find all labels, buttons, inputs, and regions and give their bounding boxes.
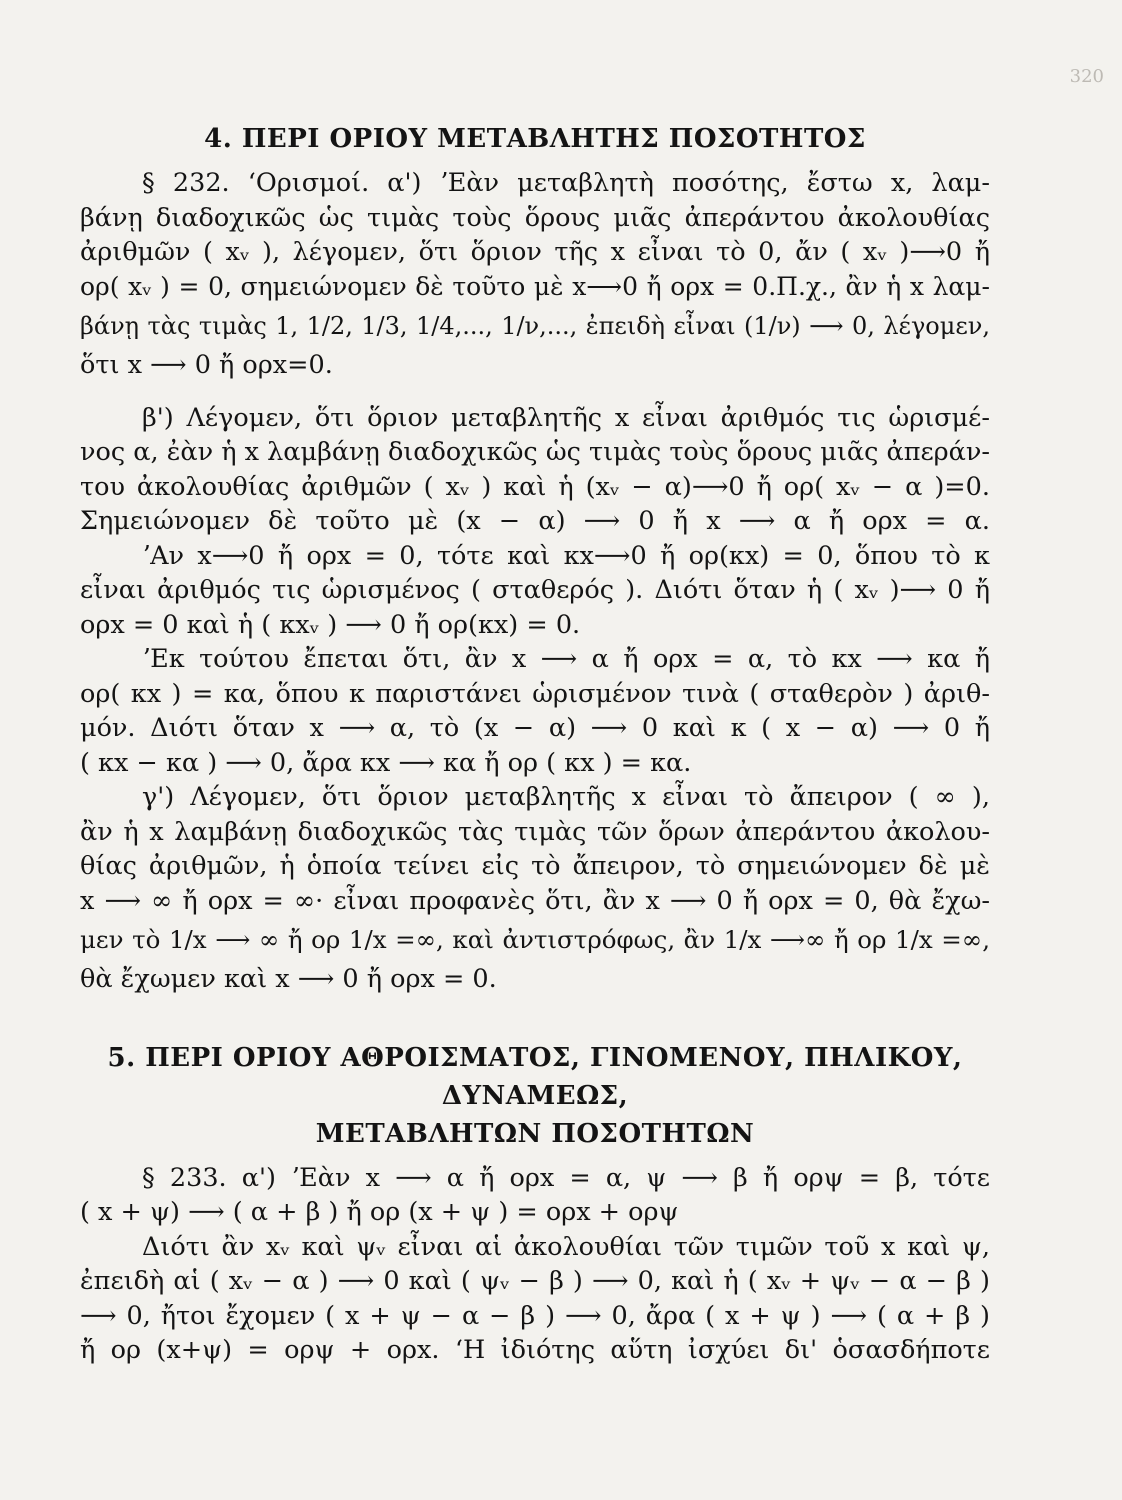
text-line: ⟶ 0, ἤτοι ἔχομεν ( x + ψ − α − β ) ⟶ 0, ἄρα ( x + ψ ) ⟶ ( α + β ) bbox=[80, 1300, 990, 1331]
section-233 bbox=[80, 1161, 990, 1368]
text-line: Διότι ἂν xᵥ καὶ ψᵥ εἶναι αἱ ἀκολουθίαι τῶν τιμῶν τοῦ x καὶ ψ, bbox=[142, 1231, 990, 1262]
section-5-title-line-2: ΜΕΤΑΒΛΗΤΩΝ ΠΟΣΟΤΗΤΩΝ bbox=[315, 1118, 755, 1149]
text-line: του ἀκολουθίας ἀριθμῶν ( xᵥ ) καὶ ἡ (xᵥ − α)⟶0 ἤ ορ( xᵥ − α )=0. bbox=[80, 471, 990, 502]
section-4-heading bbox=[80, 120, 990, 158]
text-line: ἀριθμῶν ( xᵥ ), λέγομεν, ὅτι ὅριον τῆς x εἶναι τὸ 0, ἄν ( xᵥ )⟶0 ἤ bbox=[80, 237, 990, 267]
text-line: ἂν ἡ x λαμβάνῃ διαδοχικῶς τὰς τιμὰς τῶν ὅρων ἀπεράντου ἀκολου- bbox=[80, 816, 990, 847]
text-line: ορ( κx ) = κα, ὅπου κ παριστάνει ὡρισμένον τινὰ ( σταθερὸν ) ἀριθ- bbox=[80, 678, 990, 709]
text-line: ʼΑν x⟶0 ἤ ορx = 0, τότε καὶ κx⟶0 ἤ ορ(κx) = 0, ὅπου τὸ κ bbox=[142, 540, 990, 571]
text-line: μόν. Διότι ὅταν x ⟶ α, τὸ (x − α) ⟶ 0 καὶ κ ( x − α) ⟶ 0 ἤ bbox=[80, 713, 990, 743]
text-line: θίας ἀριθμῶν, ἡ ὁποία τείνει εἰς τὸ ἄπειρον, τὸ σημειώνομεν δὲ μὲ bbox=[80, 851, 990, 881]
text-line: Σημειώνομεν δὲ τοῦτο μὲ (x − α) ⟶ 0 ἤ x ⟶ α ἤ ορx = α. bbox=[80, 506, 990, 536]
text-line: γ') Λέγομεν, ὅτι ὅριον μεταβλητῆς x εἶναι τὸ ἄπειρον ( ∞ ), bbox=[142, 782, 990, 812]
text-line: ( x + ψ) ⟶ ( α + β ) ἤ ορ (x + ψ ) = ορx + ορψ bbox=[80, 1197, 679, 1227]
text-block bbox=[80, 108, 990, 1368]
text-line: ορ( xᵥ ) = 0, σημειώνομεν δὲ τοῦτο μὲ x⟶0 ἤ ορx = 0.Π.χ., ἂν ἡ x λαμ- bbox=[80, 271, 990, 301]
section-5-title-line-1: 5. ΠΕΡΙ ΟΡΙΟΥ ΑΘΡΟΙΣΜΑΤΟΣ, ΓΙΝΟΜΕΝΟΥ, ΠΗΛΙΚΟΥ, ΔΥΝΑΜΕΩΣ, bbox=[107, 1042, 963, 1111]
text-line: § 233. α') ʼΕὰν x ⟶ α ἤ ορx = α, ψ ⟶ β ἤ ορψ = β, τότε bbox=[142, 1162, 990, 1193]
section-232-definitions-c bbox=[80, 780, 990, 997]
text-line: § 232. ʻΟρισμοί. α') ʼΕὰν μεταβλητὴ ποσότης, ἔστω x, λαμ- bbox=[142, 168, 990, 198]
section-5-heading bbox=[80, 1039, 990, 1153]
text-line: β') Λέγομεν, ὅτι ὅριον μεταβλητῆς x εἶναι ἀριθμός τις ὡρισμέ- bbox=[142, 402, 990, 433]
text-line: ὅτι x ⟶ 0 ἤ ορx=0. bbox=[80, 350, 333, 380]
section-4-title: 4. ΠΕΡΙ ΟΡΙΟΥ ΜΕΤΑΒΛΗΤΗΣ ΠΟΣΟΤΗΤΟΣ bbox=[204, 124, 866, 154]
text-line: βάνῃ διαδοχικῶς ὡς τιμὰς τοὺς ὅρους μιᾶς ἀπεράντου ἀκολουθίας bbox=[80, 202, 990, 233]
text-line: ἐπειδὴ αἱ ( xᵥ − α ) ⟶ 0 καὶ ( ψᵥ − β ) ⟶ 0, καὶ ἡ ( xᵥ + ψᵥ − α − β ) bbox=[80, 1266, 990, 1296]
text-line: μεν τὸ 1/x ⟶ ∞ ἤ ορ 1/x =∞, καὶ ἀντιστρόφως, ἂν 1/x ⟶∞ ἤ ορ 1/x =∞, bbox=[80, 925, 990, 954]
text-line: νος α, ἐὰν ἡ x λαμβάνῃ διαδοχικῶς ὡς τιμὰς τοὺς ὅρους μιᾶς ἀπεράν- bbox=[80, 437, 990, 467]
text-line: εἶναι ἀριθμός τις ὡρισμένος ( σταθερός ). Διότι ὅταν ἡ ( xᵥ )⟶ 0 ἤ bbox=[80, 575, 990, 605]
section-232-definitions-b bbox=[80, 401, 990, 781]
page-number-bleedthrough: 320 bbox=[1069, 66, 1104, 87]
text-line: βάνῃ τὰς τιμὰς 1, 1/2, 1/3, 1/4,..., 1/ν,..., ἐπειδὴ εἶναι (1/ν) ⟶ 0, λέγομεν, bbox=[80, 312, 990, 340]
text-line: x ⟶ ∞ ἤ ορx = ∞· εἶναι προφανὲς ὅτι, ἂν x ⟶ 0 ἤ ορx = 0, θὰ ἔχω- bbox=[80, 885, 990, 916]
section-232-definitions-a bbox=[80, 166, 990, 383]
text-line: ορx = 0 καὶ ἡ ( κxᵥ ) ⟶ 0 ἤ ορ(κx) = 0. bbox=[80, 609, 581, 640]
text-line: ἤ ορ (x+ψ) = ορψ + ορx. ʻΗ ἰδιότης αὕτη ἰσχύει δι' ὁσασδήποτε bbox=[80, 1335, 990, 1365]
text-line: θὰ ἔχωμεν καὶ x ⟶ 0 ἤ ορx = 0. bbox=[80, 964, 497, 994]
text-line: ( κx − κα ) ⟶ 0, ἄρα κx ⟶ κα ἤ ορ ( κx ) = κα. bbox=[80, 747, 692, 778]
text-line: ʼΕκ τούτου ἔπεται ὅτι, ἂν x ⟶ α ἤ ορx = α, τὸ κx ⟶ κα ἤ bbox=[142, 644, 990, 674]
